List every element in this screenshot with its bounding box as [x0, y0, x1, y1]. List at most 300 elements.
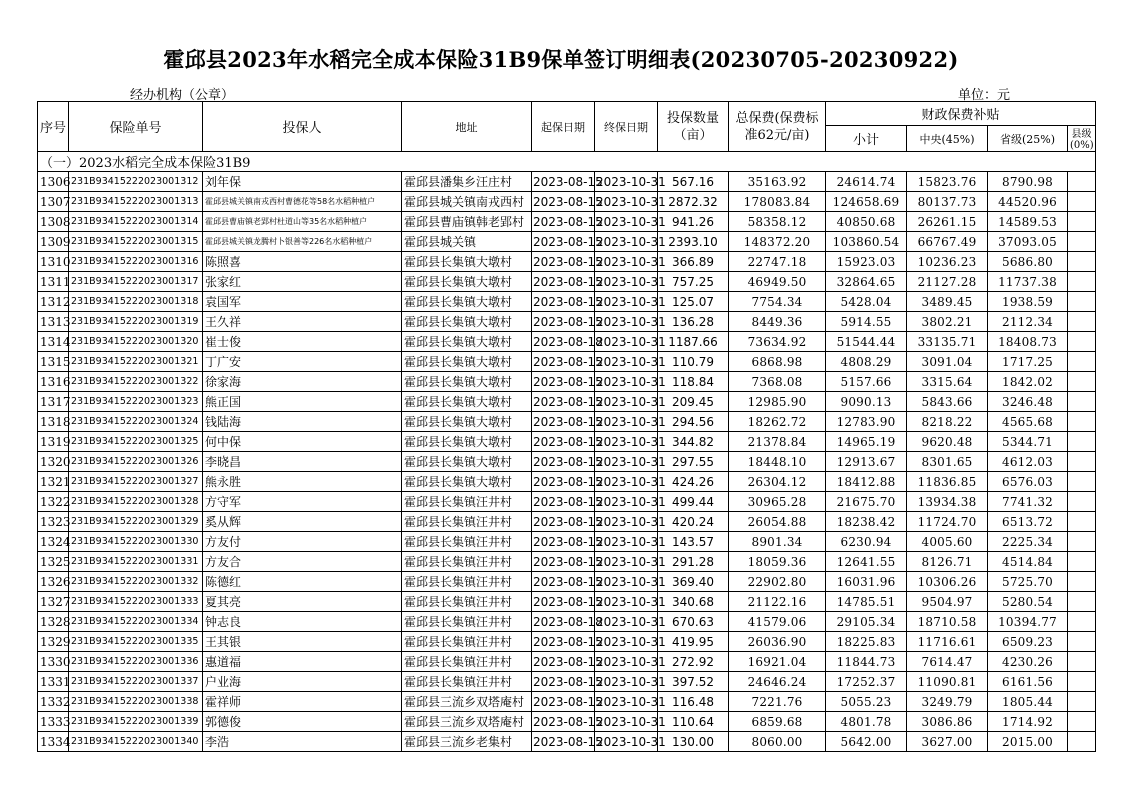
row-central: 9504.97	[907, 592, 988, 612]
row-provincial: 1805.44	[988, 692, 1068, 712]
row-subtotal: 29105.34	[826, 612, 907, 632]
header-start-date: 起保日期	[532, 102, 595, 152]
row-start-date: 2023-08-15	[532, 352, 595, 372]
row-policy-no: 231B93415222023001321	[69, 352, 203, 372]
row-insured: 方守军	[203, 492, 402, 512]
row-central: 3802.21	[907, 312, 988, 332]
row-address: 霍邱县城关镇	[402, 232, 532, 252]
row-insured: 王久祥	[203, 312, 402, 332]
row-start-date: 2023-08-15	[532, 432, 595, 452]
header-policy-no: 保险单号	[69, 102, 203, 152]
row-seq: 1317	[38, 392, 69, 412]
row-county	[1068, 552, 1096, 572]
row-policy-no: 231B93415222023001319	[69, 312, 203, 332]
row-start-date: 2023-08-15	[532, 192, 595, 212]
row-start-date: 2023-08-15	[532, 492, 595, 512]
row-start-date: 2023-08-15	[532, 372, 595, 392]
row-county	[1068, 172, 1096, 192]
row-county	[1068, 412, 1096, 432]
row-provincial: 6161.56	[988, 672, 1068, 692]
header-end-date: 终保日期	[595, 102, 658, 152]
row-total-premium: 18448.10	[729, 452, 826, 472]
row-total-premium: 8449.36	[729, 312, 826, 332]
row-quantity: 420.24	[658, 512, 729, 532]
row-end-date: 2023-10-31	[595, 412, 658, 432]
row-quantity: 125.07	[658, 292, 729, 312]
row-end-date: 2023-10-31	[595, 652, 658, 672]
row-end-date: 2023-10-31	[595, 552, 658, 572]
table-row	[38, 212, 1096, 232]
row-county	[1068, 532, 1096, 552]
row-start-date: 2023-08-15	[532, 452, 595, 472]
table-row	[38, 372, 1096, 392]
row-start-date: 2023-08-15	[532, 312, 595, 332]
row-end-date: 2023-10-31	[595, 692, 658, 712]
row-county	[1068, 312, 1096, 332]
row-subtotal: 40850.68	[826, 212, 907, 232]
table-row	[38, 572, 1096, 592]
row-end-date: 2023-10-31	[595, 192, 658, 212]
row-start-date: 2023-08-15	[532, 252, 595, 272]
row-insured: 张家红	[203, 272, 402, 292]
row-central: 11090.81	[907, 672, 988, 692]
row-provincial: 4612.03	[988, 452, 1068, 472]
row-seq: 1334	[38, 732, 69, 752]
row-total-premium: 6868.98	[729, 352, 826, 372]
row-end-date: 2023-10-31	[595, 392, 658, 412]
row-address: 霍邱县长集镇汪井村	[402, 592, 532, 612]
row-seq: 1308	[38, 212, 69, 232]
row-end-date: 2023-10-31	[595, 512, 658, 532]
row-address: 霍邱县长集镇汪井村	[402, 492, 532, 512]
row-county	[1068, 372, 1096, 392]
row-quantity: 424.26	[658, 472, 729, 492]
row-end-date: 2023-10-31	[595, 572, 658, 592]
row-central: 3091.04	[907, 352, 988, 372]
row-policy-no: 231B93415222023001335	[69, 632, 203, 652]
row-policy-no: 231B93415222023001340	[69, 732, 203, 752]
row-end-date: 2023-10-31	[595, 632, 658, 652]
row-quantity: 369.40	[658, 572, 729, 592]
header-total-premium: 总保费(保费标准62元/亩)	[729, 102, 826, 152]
row-central: 8218.22	[907, 412, 988, 432]
row-county	[1068, 672, 1096, 692]
table-row	[38, 192, 1096, 212]
row-address: 霍邱县长集镇大墩村	[402, 392, 532, 412]
table-row	[38, 292, 1096, 312]
row-subtotal: 12913.67	[826, 452, 907, 472]
row-start-date: 2023-08-15	[532, 472, 595, 492]
row-policy-no: 231B93415222023001339	[69, 712, 203, 732]
row-county	[1068, 592, 1096, 612]
row-start-date: 2023-08-15	[532, 632, 595, 652]
row-provincial: 5344.71	[988, 432, 1068, 452]
row-total-premium: 18059.36	[729, 552, 826, 572]
row-total-premium: 41579.06	[729, 612, 826, 632]
row-seq: 1327	[38, 592, 69, 612]
row-quantity: 397.52	[658, 672, 729, 692]
row-county	[1068, 612, 1096, 632]
row-subtotal: 6230.94	[826, 532, 907, 552]
row-seq: 1326	[38, 572, 69, 592]
row-quantity: 366.89	[658, 252, 729, 272]
row-address: 霍邱县长集镇大墩村	[402, 272, 532, 292]
row-address: 霍邱县三流乡双塔庵村	[402, 692, 532, 712]
row-county	[1068, 572, 1096, 592]
row-insured: 郭德俊	[203, 712, 402, 732]
row-seq: 1309	[38, 232, 69, 252]
row-central: 3315.64	[907, 372, 988, 392]
table-row	[38, 452, 1096, 472]
row-central: 11724.70	[907, 512, 988, 532]
table-row	[38, 472, 1096, 492]
row-seq: 1325	[38, 552, 69, 572]
row-total-premium: 7368.08	[729, 372, 826, 392]
row-provincial: 2112.34	[988, 312, 1068, 332]
row-provincial: 2225.34	[988, 532, 1068, 552]
row-start-date: 2023-08-15	[532, 532, 595, 552]
org-label: 经办机构（公章）	[130, 88, 235, 103]
table-row	[38, 272, 1096, 292]
row-insured: 徐家海	[203, 372, 402, 392]
table-row	[38, 532, 1096, 552]
row-quantity: 118.84	[658, 372, 729, 392]
row-total-premium: 16921.04	[729, 652, 826, 672]
row-end-date: 2023-10-31	[595, 252, 658, 272]
row-start-date: 2023-08-15	[532, 232, 595, 252]
row-address: 霍邱县长集镇汪井村	[402, 632, 532, 652]
row-start-date: 2023-08-15	[532, 412, 595, 432]
row-end-date: 2023-10-31	[595, 492, 658, 512]
row-provincial: 37093.05	[988, 232, 1068, 252]
table-header	[38, 102, 1096, 152]
table-row	[38, 312, 1096, 332]
row-central: 3627.00	[907, 732, 988, 752]
row-provincial: 6509.23	[988, 632, 1068, 652]
row-provincial: 4230.26	[988, 652, 1068, 672]
row-insured: 丁广安	[203, 352, 402, 372]
row-provincial: 1938.59	[988, 292, 1068, 312]
row-subtotal: 14965.19	[826, 432, 907, 452]
row-insured: 刘年保	[203, 172, 402, 192]
row-seq: 1314	[38, 332, 69, 352]
row-central: 80137.73	[907, 192, 988, 212]
row-provincial: 18408.73	[988, 332, 1068, 352]
row-address: 霍邱县长集镇汪井村	[402, 652, 532, 672]
row-total-premium: 148372.20	[729, 232, 826, 252]
row-address: 霍邱县长集镇汪井村	[402, 552, 532, 572]
row-end-date: 2023-10-31	[595, 452, 658, 472]
row-total-premium: 46949.50	[729, 272, 826, 292]
row-insured: 崔士俊	[203, 332, 402, 352]
row-quantity: 344.82	[658, 432, 729, 452]
row-county	[1068, 212, 1096, 232]
row-address: 霍邱县长集镇大墩村	[402, 312, 532, 332]
row-quantity: 670.63	[658, 612, 729, 632]
row-end-date: 2023-10-31	[595, 312, 658, 332]
row-start-date: 2023-08-15	[532, 652, 595, 672]
row-address: 霍邱县长集镇大墩村	[402, 452, 532, 472]
row-subtotal: 14785.51	[826, 592, 907, 612]
row-quantity: 143.57	[658, 532, 729, 552]
row-address: 霍邱县长集镇大墩村	[402, 412, 532, 432]
row-subtotal: 16031.96	[826, 572, 907, 592]
row-county	[1068, 732, 1096, 752]
row-central: 7614.47	[907, 652, 988, 672]
row-total-premium: 22902.80	[729, 572, 826, 592]
header-provincial: 省级(25%)	[988, 126, 1068, 152]
header-subsidy-group: 财政保费补贴	[826, 102, 1096, 126]
row-total-premium: 26304.12	[729, 472, 826, 492]
table-row	[38, 732, 1096, 752]
row-seq: 1315	[38, 352, 69, 372]
row-county	[1068, 292, 1096, 312]
row-seq: 1318	[38, 412, 69, 432]
row-quantity: 2872.32	[658, 192, 729, 212]
row-total-premium: 58358.12	[729, 212, 826, 232]
header-address: 地址	[402, 102, 532, 152]
table-body	[38, 152, 1096, 752]
row-total-premium: 30965.28	[729, 492, 826, 512]
row-policy-no: 231B93415222023001315	[69, 232, 203, 252]
row-insured: 袁国军	[203, 292, 402, 312]
row-county	[1068, 432, 1096, 452]
row-quantity: 209.45	[658, 392, 729, 412]
table-row	[38, 512, 1096, 532]
row-provincial: 3246.48	[988, 392, 1068, 412]
row-quantity: 130.00	[658, 732, 729, 752]
row-central: 11716.61	[907, 632, 988, 652]
row-subtotal: 18225.83	[826, 632, 907, 652]
row-policy-no: 231B93415222023001325	[69, 432, 203, 452]
row-insured: 方友付	[203, 532, 402, 552]
row-insured: 熊永胜	[203, 472, 402, 492]
row-address: 霍邱县城关镇南戎西村	[402, 192, 532, 212]
row-central: 15823.76	[907, 172, 988, 192]
row-county	[1068, 352, 1096, 372]
row-provincial: 5686.80	[988, 252, 1068, 272]
row-central: 5843.66	[907, 392, 988, 412]
row-central: 11836.85	[907, 472, 988, 492]
header-subtotal: 小计	[826, 126, 907, 152]
row-total-premium: 6859.68	[729, 712, 826, 732]
row-policy-no: 231B93415222023001330	[69, 532, 203, 552]
row-seq: 1312	[38, 292, 69, 312]
row-central: 10236.23	[907, 252, 988, 272]
row-seq: 1306	[38, 172, 69, 192]
row-insured: 户业海	[203, 672, 402, 692]
row-quantity: 272.92	[658, 652, 729, 672]
row-address: 霍邱县曹庙镇韩老郢村	[402, 212, 532, 232]
row-subtotal: 21675.70	[826, 492, 907, 512]
row-quantity: 340.68	[658, 592, 729, 612]
row-subtotal: 5055.23	[826, 692, 907, 712]
table-row	[38, 652, 1096, 672]
row-start-date: 2023-08-15	[532, 512, 595, 532]
row-address: 霍邱县长集镇大墩村	[402, 372, 532, 392]
row-end-date: 2023-10-31	[595, 232, 658, 252]
row-provincial: 7741.32	[988, 492, 1068, 512]
row-county	[1068, 232, 1096, 252]
row-central: 66767.49	[907, 232, 988, 252]
row-subtotal: 12783.90	[826, 412, 907, 432]
row-county	[1068, 492, 1096, 512]
row-insured: 李晓昌	[203, 452, 402, 472]
row-insured: 霍祥师	[203, 692, 402, 712]
row-insured: 李浩	[203, 732, 402, 752]
row-end-date: 2023-10-31	[595, 292, 658, 312]
row-quantity: 136.28	[658, 312, 729, 332]
row-quantity: 294.56	[658, 412, 729, 432]
table-row	[38, 392, 1096, 412]
row-address: 霍邱县长集镇大墩村	[402, 332, 532, 352]
row-provincial: 6513.72	[988, 512, 1068, 532]
row-policy-no: 231B93415222023001318	[69, 292, 203, 312]
row-address: 霍邱县潘集乡汪庄村	[402, 172, 532, 192]
row-provincial: 1714.92	[988, 712, 1068, 732]
row-end-date: 2023-10-31	[595, 532, 658, 552]
row-policy-no: 231B93415222023001317	[69, 272, 203, 292]
row-start-date: 2023-08-15	[532, 592, 595, 612]
table-row	[38, 352, 1096, 372]
row-total-premium: 8060.00	[729, 732, 826, 752]
row-insured: 方友合	[203, 552, 402, 572]
row-total-premium: 18262.72	[729, 412, 826, 432]
table-row	[38, 432, 1096, 452]
row-end-date: 2023-10-31	[595, 712, 658, 732]
header-quantity: 投保数量（亩）	[658, 102, 729, 152]
row-policy-no: 231B93415222023001336	[69, 652, 203, 672]
row-total-premium: 8901.34	[729, 532, 826, 552]
row-provincial: 5725.70	[988, 572, 1068, 592]
row-start-date: 2023-08-18	[532, 612, 595, 632]
row-quantity: 110.64	[658, 712, 729, 732]
row-central: 10306.26	[907, 572, 988, 592]
row-start-date: 2023-08-15	[532, 692, 595, 712]
row-end-date: 2023-10-31	[595, 332, 658, 352]
row-quantity: 116.48	[658, 692, 729, 712]
row-end-date: 2023-10-31	[595, 672, 658, 692]
row-address: 霍邱县长集镇汪井村	[402, 572, 532, 592]
row-subtotal: 12641.55	[826, 552, 907, 572]
table-row	[38, 692, 1096, 712]
row-policy-no: 231B93415222023001324	[69, 412, 203, 432]
row-county	[1068, 712, 1096, 732]
row-subtotal: 4808.29	[826, 352, 907, 372]
row-quantity: 419.95	[658, 632, 729, 652]
row-subtotal: 4801.78	[826, 712, 907, 732]
row-start-date: 2023-08-15	[532, 292, 595, 312]
row-policy-no: 231B93415222023001332	[69, 572, 203, 592]
row-end-date: 2023-10-31	[595, 472, 658, 492]
row-end-date: 2023-10-31	[595, 432, 658, 452]
row-total-premium: 178083.84	[729, 192, 826, 212]
row-policy-no: 231B93415222023001323	[69, 392, 203, 412]
header-seq: 序号	[38, 102, 69, 152]
row-insured: 霍邱县城关镇南戎西村曹德花等58名水稻种植户	[203, 192, 402, 212]
row-subtotal: 5914.55	[826, 312, 907, 332]
row-central: 33135.71	[907, 332, 988, 352]
row-provincial: 10394.77	[988, 612, 1068, 632]
row-total-premium: 35163.92	[729, 172, 826, 192]
row-insured: 奚从辉	[203, 512, 402, 532]
row-quantity: 941.26	[658, 212, 729, 232]
row-subtotal: 18238.42	[826, 512, 907, 532]
row-total-premium: 24646.24	[729, 672, 826, 692]
row-seq: 1324	[38, 532, 69, 552]
row-insured: 夏其亮	[203, 592, 402, 612]
row-start-date: 2023-08-15	[532, 572, 595, 592]
row-policy-no: 231B93415222023001334	[69, 612, 203, 632]
row-policy-no: 231B93415222023001312	[69, 172, 203, 192]
row-address: 霍邱县长集镇大墩村	[402, 472, 532, 492]
row-central: 13934.38	[907, 492, 988, 512]
row-county	[1068, 512, 1096, 532]
row-insured: 陈德红	[203, 572, 402, 592]
row-provincial: 1717.25	[988, 352, 1068, 372]
row-end-date: 2023-10-31	[595, 372, 658, 392]
row-provincial: 44520.96	[988, 192, 1068, 212]
row-policy-no: 231B93415222023001314	[69, 212, 203, 232]
row-central: 9620.48	[907, 432, 988, 452]
row-provincial: 6576.03	[988, 472, 1068, 492]
table-row	[38, 612, 1096, 632]
row-quantity: 2393.10	[658, 232, 729, 252]
table-row	[38, 232, 1096, 252]
row-subtotal: 5642.00	[826, 732, 907, 752]
row-address: 霍邱县长集镇汪井村	[402, 532, 532, 552]
row-county	[1068, 332, 1096, 352]
row-policy-no: 231B93415222023001328	[69, 492, 203, 512]
row-seq: 1307	[38, 192, 69, 212]
row-insured: 钟志良	[203, 612, 402, 632]
row-insured: 钱陆海	[203, 412, 402, 432]
row-start-date: 2023-08-15	[532, 552, 595, 572]
row-seq: 1319	[38, 432, 69, 452]
row-end-date: 2023-10-31	[595, 172, 658, 192]
row-total-premium: 21378.84	[729, 432, 826, 452]
row-provincial: 2015.00	[988, 732, 1068, 752]
row-start-date: 2023-08-15	[532, 392, 595, 412]
row-quantity: 1187.66	[658, 332, 729, 352]
table-row	[38, 592, 1096, 612]
row-end-date: 2023-10-31	[595, 592, 658, 612]
table-row	[38, 172, 1096, 192]
row-provincial: 8790.98	[988, 172, 1068, 192]
header-insured: 投保人	[203, 102, 402, 152]
row-total-premium: 73634.92	[729, 332, 826, 352]
row-county	[1068, 192, 1096, 212]
row-address: 霍邱县长集镇大墩村	[402, 292, 532, 312]
row-address: 霍邱县长集镇大墩村	[402, 252, 532, 272]
table-row	[38, 672, 1096, 692]
row-subtotal: 32864.65	[826, 272, 907, 292]
row-seq: 1313	[38, 312, 69, 332]
header-county: 县级(0%)	[1068, 126, 1096, 152]
row-end-date: 2023-10-31	[595, 732, 658, 752]
row-quantity: 757.25	[658, 272, 729, 292]
row-total-premium: 22747.18	[729, 252, 826, 272]
row-policy-no: 231B93415222023001320	[69, 332, 203, 352]
row-address: 霍邱县三流乡老集村	[402, 732, 532, 752]
row-provincial: 1842.02	[988, 372, 1068, 392]
row-subtotal: 15923.03	[826, 252, 907, 272]
row-quantity: 499.44	[658, 492, 729, 512]
row-subtotal: 24614.74	[826, 172, 907, 192]
row-central: 18710.58	[907, 612, 988, 632]
row-start-date: 2023-08-15	[532, 172, 595, 192]
row-policy-no: 231B93415222023001322	[69, 372, 203, 392]
